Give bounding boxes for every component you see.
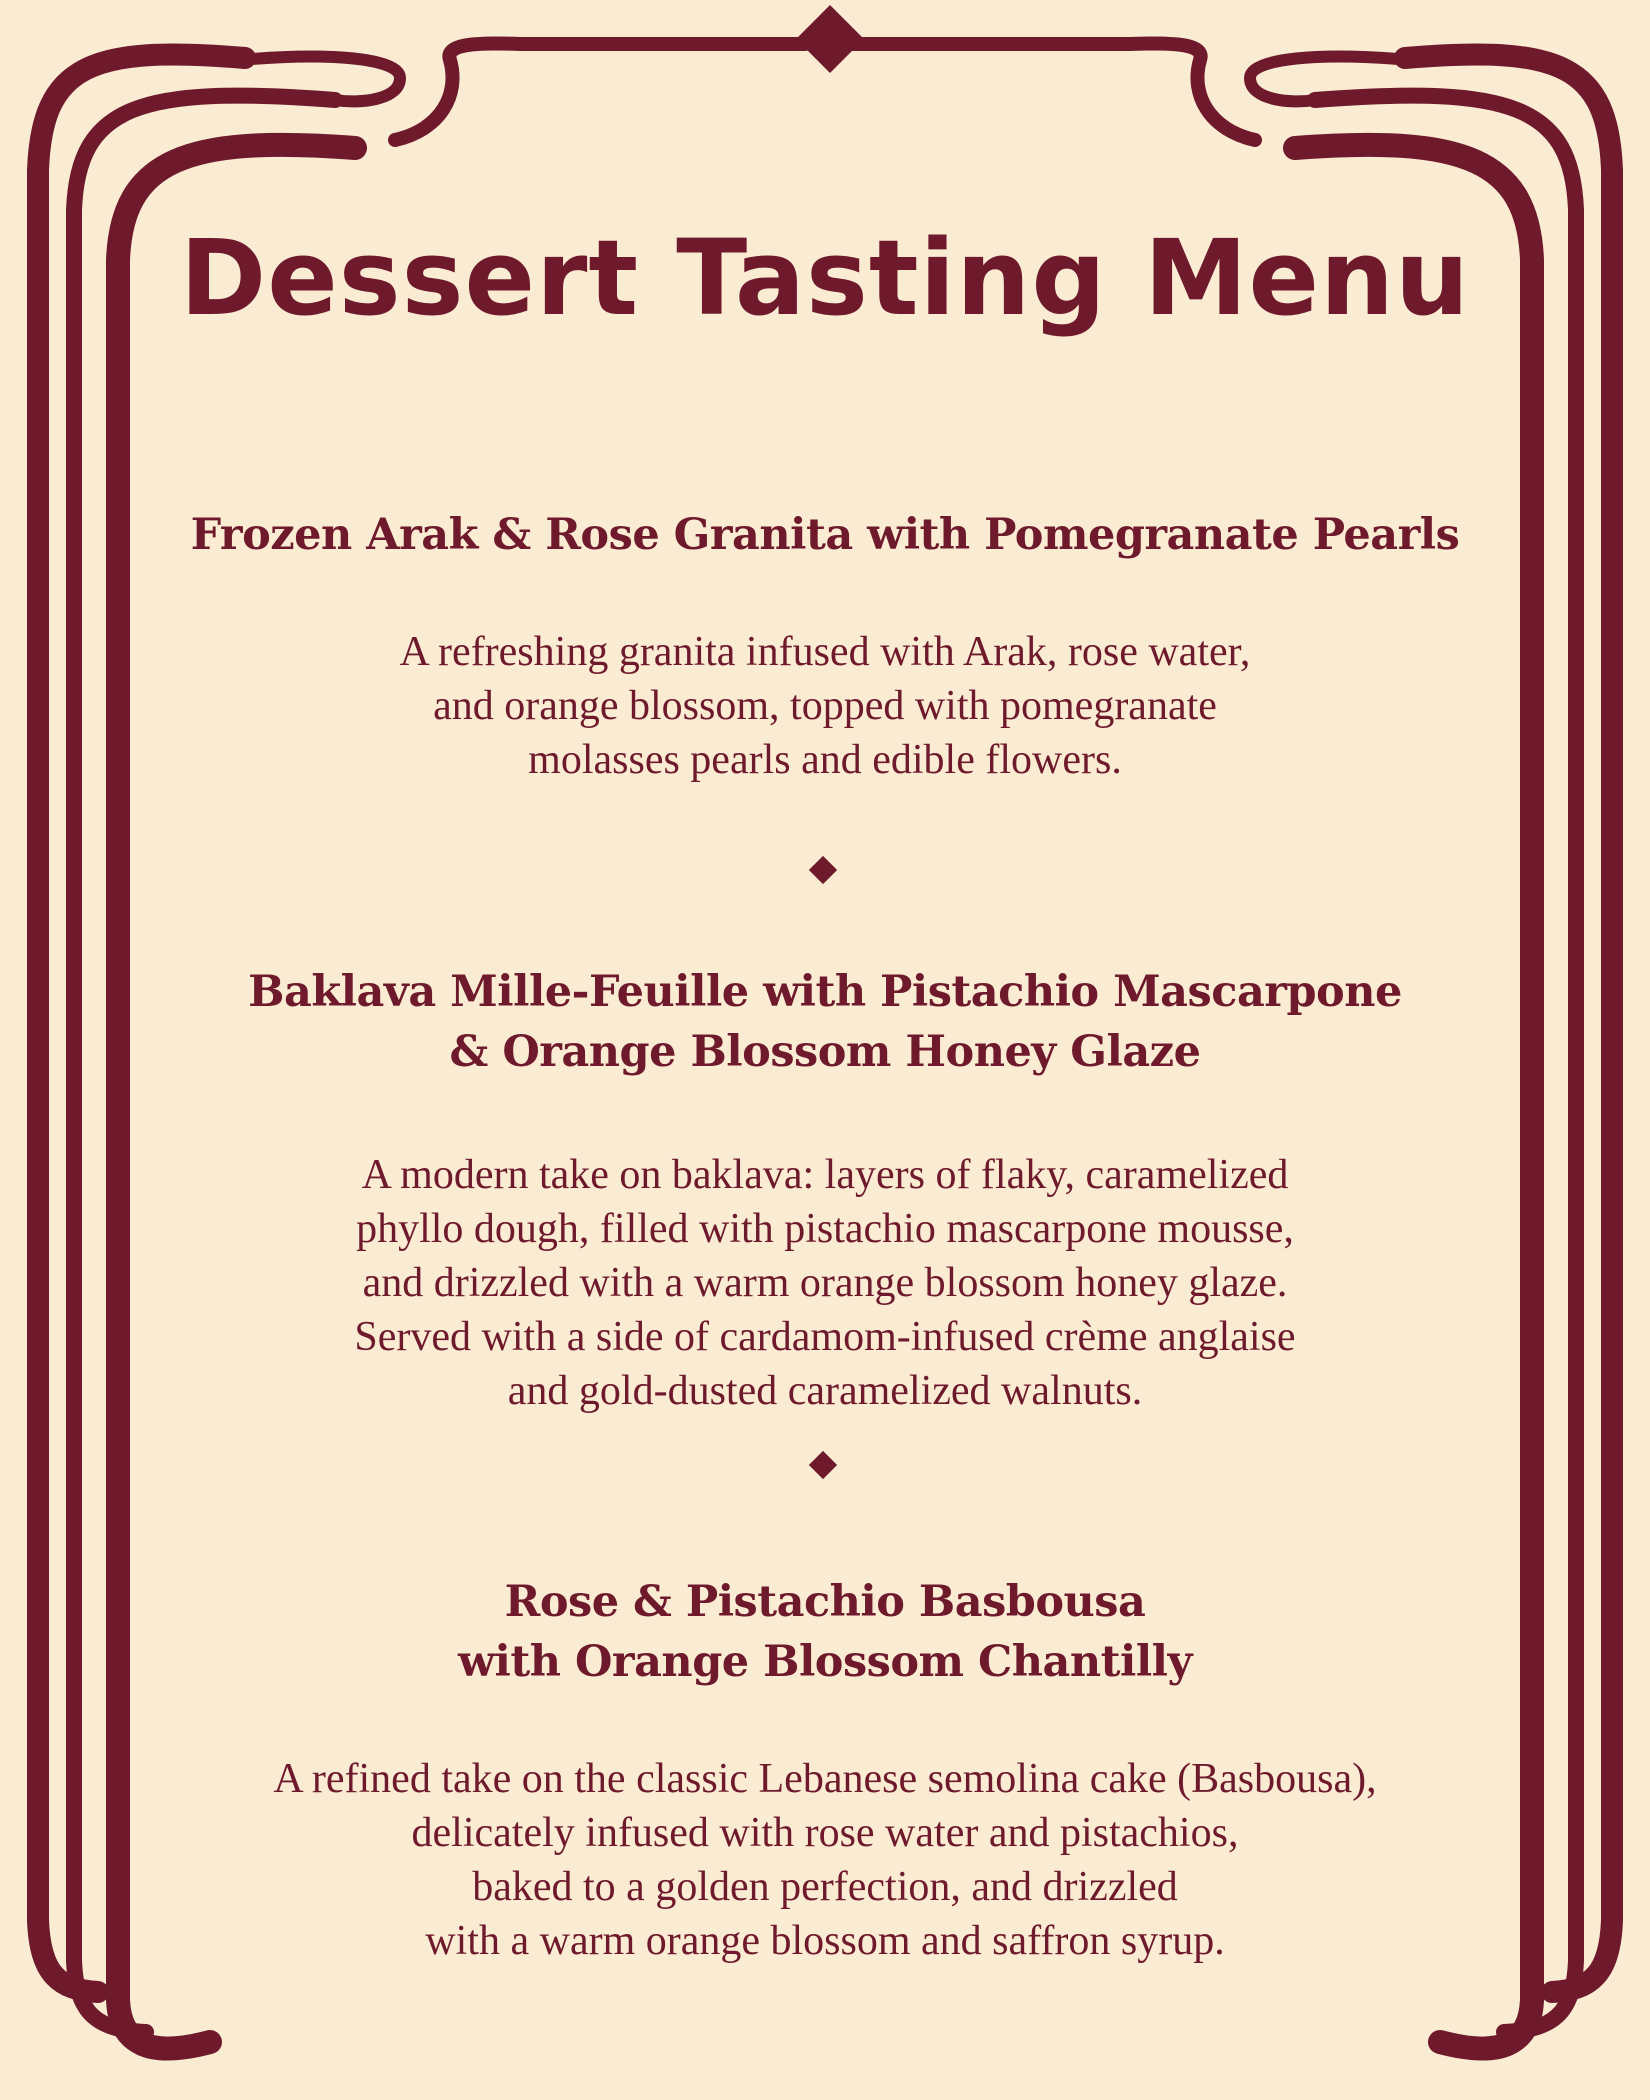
dish-3-title-line-2: with Orange Blossom Chantilly [458, 1637, 1192, 1687]
dish-2-desc-line-3: and drizzled with a warm orange blossom honey glaze. [362, 1260, 1288, 1306]
dish-3-desc-line-4: with a warm orange blossom and saffron syrup. [425, 1918, 1225, 1964]
dish-2-desc-line-4: Served with a side of cardamom-infused crème anglaise [354, 1314, 1296, 1360]
dish-1-desc-line-1: A refreshing granita infused with Arak, rose water, [399, 629, 1251, 675]
menu-title: Dessert Tasting Menu [179, 217, 1471, 339]
frame-top-crest [395, 43, 805, 140]
dish-3-desc-line-3: baked to a golden perfection, and drizzled [472, 1864, 1178, 1910]
dish-3-desc-line-1: A refined take on the classic Lebanese semolina cake (Basbousa), [273, 1756, 1377, 1802]
frame-top-crest-right [845, 43, 1255, 140]
dish-2-description [175, 1148, 1475, 1418]
dish-2-title-line-1: Baklava Mille-Feuille with Pistachio Mascarpone [248, 967, 1402, 1017]
dish-2-title [175, 962, 1475, 1082]
dish-3-title-line-1: Rose & Pistachio Basbousa [504, 1577, 1146, 1627]
dish-1-title [175, 505, 1475, 565]
dish-1-description [175, 625, 1475, 787]
dish-1-desc-line-2: and orange blossom, topped with pomegranate [433, 683, 1217, 729]
dish-2-desc-line-2: phyllo dough, filled with pistachio mascarpone mousse, [356, 1206, 1294, 1252]
dish-1-desc-line-3: molasses pearls and edible flowers. [528, 737, 1122, 783]
dish-3-desc-line-2: delicately infused with rose water and pistachios, [411, 1810, 1239, 1856]
dish-2-desc-line-5: and gold-dusted caramelized walnuts. [507, 1368, 1143, 1414]
dish-3-description [175, 1752, 1475, 1968]
dish-1-title-line-1: Frozen Arak & Rose Granita with Pomegranate Pearls [190, 510, 1460, 560]
dish-2-desc-line-1: A modern take on baklava: layers of flaky, caramelized [361, 1152, 1289, 1198]
dish-3-title [175, 1572, 1475, 1692]
dish-2-title-line-2: & Orange Blossom Honey Glaze [449, 1027, 1201, 1077]
